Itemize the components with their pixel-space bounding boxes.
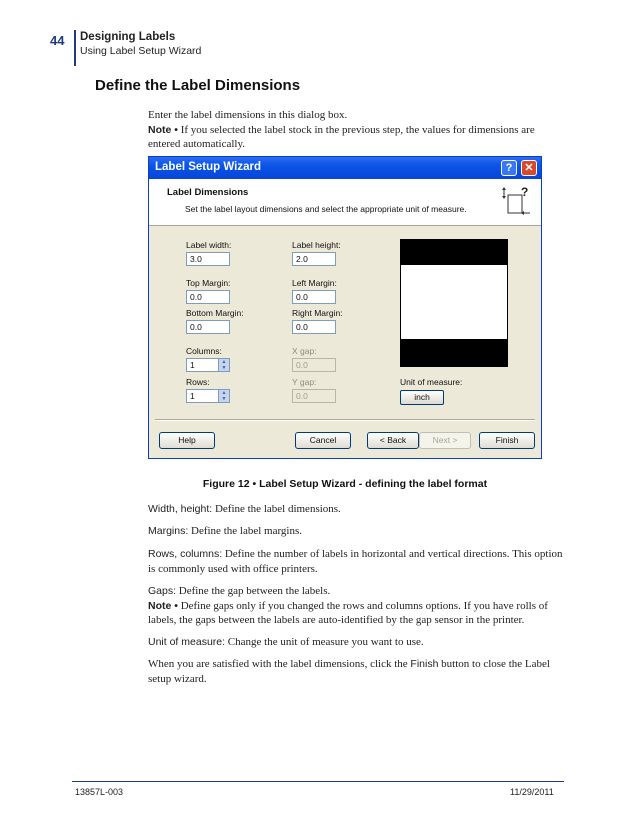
rows-value: 1 xyxy=(190,391,195,401)
width-height-text: Define the label dimensions. xyxy=(212,503,341,515)
document-id: 13857L-003 xyxy=(75,787,124,797)
label-width-label: Label width: xyxy=(186,240,232,250)
rows-stepper[interactable] xyxy=(186,389,230,403)
back-button[interactable]: < Back xyxy=(367,432,419,449)
rows-columns-text: Define the number of labels in horizontal and vertical directions. This option is commonly used with office printers. xyxy=(148,548,563,575)
gaps-term: Gaps: xyxy=(148,585,177,597)
finish-button-word: Finish xyxy=(410,658,439,670)
rows-columns-term: Rows, columns: xyxy=(148,548,223,560)
y-gap-label: Y gap: xyxy=(292,377,317,387)
document-date: 11/29/2011 xyxy=(510,787,554,797)
label-preview xyxy=(400,239,508,367)
footer-divider xyxy=(72,781,564,782)
left-margin-label: Left Margin: xyxy=(292,278,337,288)
columns-label: Columns: xyxy=(186,346,222,356)
margins-text: Define the label margins. xyxy=(188,525,302,537)
close-button[interactable]: ✕ xyxy=(521,160,537,176)
bottom-margin-label: Bottom Margin: xyxy=(186,308,244,318)
spinner-arrows-icon[interactable]: ▲ ▼ xyxy=(218,359,229,371)
help-title-button[interactable]: ? xyxy=(501,160,517,176)
wizard-heading: Label Dimensions xyxy=(167,187,249,198)
top-margin-input[interactable]: 0.0 xyxy=(186,290,230,304)
unit-text: Change the unit of measure you want to use. xyxy=(225,636,424,648)
width-height-paragraph xyxy=(148,502,568,517)
width-height-term: Width, height: xyxy=(148,503,213,515)
chapter-title: Designing Labels xyxy=(80,31,176,43)
label-preview-area xyxy=(401,265,507,339)
margins-paragraph xyxy=(148,524,568,539)
finish-text-start: When you are satisfied with the label dimensions, click the xyxy=(148,658,411,670)
columns-value: 1 xyxy=(190,360,195,370)
next-button[interactable]: Next > xyxy=(419,432,471,449)
header-divider xyxy=(74,30,76,66)
margins-term: Margins: xyxy=(148,525,189,537)
y-gap-input[interactable]: 0.0 xyxy=(292,389,336,403)
gaps-note xyxy=(148,599,568,628)
unit-of-measure-button[interactable]: inch xyxy=(400,390,444,405)
gaps-paragraph xyxy=(148,584,568,628)
unit-term: Unit of measure: xyxy=(148,636,226,648)
spinner-arrows-icon[interactable]: ▲ ▼ xyxy=(218,390,229,402)
note-label: Note • xyxy=(148,123,178,136)
gaps-note-text: Define gaps only if you changed the rows and columns options. If you have rolls of labels, the gaps between the labels are auto-identified by the gap sensor in the printer. xyxy=(148,599,548,626)
label-setup-wizard-dialog xyxy=(148,156,542,459)
figure-caption: Figure 12 • Label Setup Wizard - defining the label format xyxy=(202,478,488,490)
unit-paragraph xyxy=(148,635,568,650)
section-title: Define the Label Dimensions xyxy=(95,77,301,94)
x-gap-input[interactable]: 0.0 xyxy=(292,358,336,372)
unit-of-measure-label: Unit of measure: xyxy=(400,377,463,387)
note-text: If you selected the label stock in the previous step, the values for dimensions are entered automatically. xyxy=(148,123,535,150)
dialog-title: Label Setup Wizard xyxy=(155,161,261,173)
intro-text: Enter the label dimensions in this dialog box. xyxy=(148,109,348,121)
label-height-label: Label height: xyxy=(292,240,341,250)
page-number: 44 xyxy=(50,33,65,48)
gaps-note-label: Note • xyxy=(148,599,178,612)
x-gap-label: X gap: xyxy=(292,346,317,356)
top-margin-label: Top Margin: xyxy=(186,278,231,288)
wizard-header xyxy=(149,179,541,226)
intro-note xyxy=(148,123,548,152)
help-button[interactable]: Help xyxy=(159,432,215,449)
dialog-titlebar[interactable] xyxy=(149,157,541,179)
right-margin-label: Right Margin: xyxy=(292,308,343,318)
finish-paragraph xyxy=(148,657,568,686)
subchapter-title: Using Label Setup Wizard xyxy=(80,45,202,57)
gaps-text: Define the gap between the labels. xyxy=(176,585,331,597)
rows-columns-paragraph xyxy=(148,547,568,576)
label-height-input[interactable]: 2.0 xyxy=(292,252,336,266)
columns-stepper[interactable] xyxy=(186,358,230,372)
finish-button[interactable]: Finish xyxy=(479,432,535,449)
rows-label: Rows: xyxy=(186,377,210,387)
label-dimensions-icon xyxy=(501,185,531,217)
bottom-margin-input[interactable]: 0.0 xyxy=(186,320,230,334)
label-width-input[interactable]: 3.0 xyxy=(186,252,230,266)
left-margin-input[interactable]: 0.0 xyxy=(292,290,336,304)
gaps-line xyxy=(148,584,568,599)
right-margin-input[interactable]: 0.0 xyxy=(292,320,336,334)
wizard-description: Set the label layout dimensions and select the appropriate unit of measure. xyxy=(185,204,467,214)
button-separator xyxy=(155,419,535,421)
intro-paragraph xyxy=(148,108,548,152)
svg-text:?: ? xyxy=(521,185,529,199)
finish-text-end: button to close the Label setup wizard. xyxy=(148,658,550,685)
cancel-button[interactable]: Cancel xyxy=(295,432,351,449)
